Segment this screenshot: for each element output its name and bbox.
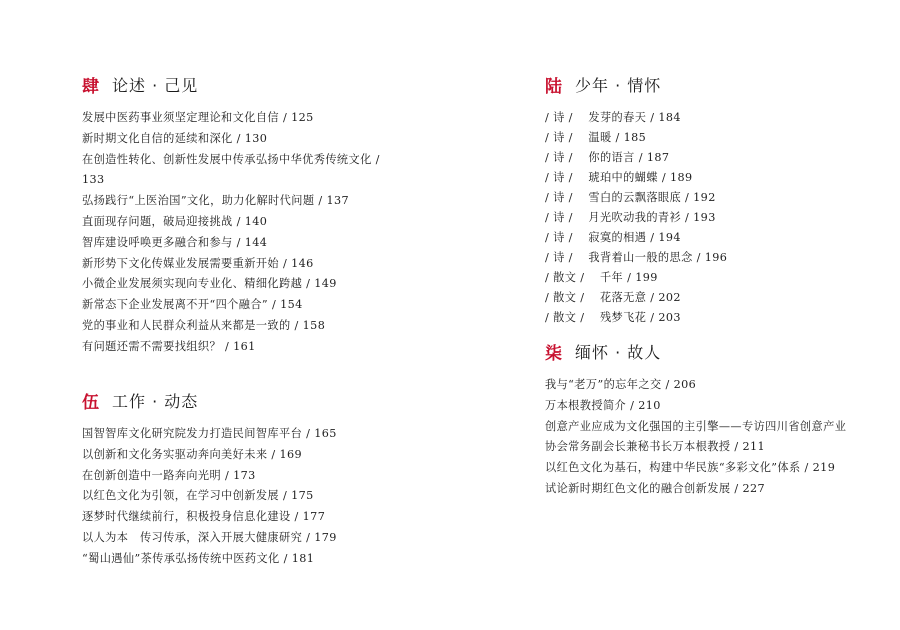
toc-entry[interactable]: 国智智库文化研究院发力打造民间智库平台 / 165 — [82, 427, 337, 440]
toc-entry[interactable]: 新时期文化自信的延续和深化 / 130 — [82, 131, 268, 145]
toc-entry[interactable]: 万本根教授简介 / 210 — [545, 398, 661, 412]
section-numeral: 肆 — [82, 76, 99, 97]
toc-entry[interactable]: 以创新和文化务实驱动奔向美好未来 / 169 — [82, 447, 303, 461]
toc-entry[interactable]: 以人为本 传习传承，深入开展大健康研究 / 179 — [82, 530, 337, 544]
toc-entry[interactable]: / 诗 / 琥珀中的蝴蝶 / 189 — [545, 171, 693, 184]
toc-entry[interactable]: / 诗 / 发芽的春天 / 184 — [545, 111, 681, 124]
toc-entry[interactable]: 在创造性转化、创新性发展中传承弘扬中华优秀传统文化 / 133 — [82, 152, 380, 187]
toc-entry[interactable]: / 诗 / 寂寞的相遇 / 194 — [545, 231, 681, 244]
section-heading — [545, 339, 855, 363]
toc-entry[interactable]: 新形势下文化传媒业发展需要重新开始 / 146 — [82, 256, 314, 270]
toc-entry[interactable]: 智库建设呼唤更多融合和参与 / 144 — [82, 235, 268, 249]
toc-entry[interactable]: 以红色文化为基石，构建中华民族“多彩文化”体系 / 219 — [545, 461, 836, 475]
toc-entry[interactable]: / 诗 / 你的语言 / 187 — [545, 151, 670, 164]
toc-entry[interactable]: 新常态下企业发展离不开“四个融合” / 154 — [82, 298, 303, 312]
toc-entry[interactable]: / 散文 / 花落无意 / 202 — [545, 291, 681, 304]
section-title: 缅怀 · 故人 — [575, 342, 662, 362]
toc-entry[interactable]: 发展中医药事业须坚定理论和文化自信 / 125 — [82, 111, 314, 124]
toc-entry[interactable]: 在创新创造中一路奔向光明 / 173 — [82, 468, 256, 482]
toc-list — [545, 375, 855, 500]
toc-list — [82, 424, 382, 570]
section-heading — [82, 388, 382, 412]
section-heading — [82, 72, 382, 96]
toc-entry[interactable]: / 诗 / 我背着山一般的思念 / 196 — [545, 251, 728, 264]
section-title: 工作 · 动态 — [112, 391, 199, 411]
section-wu — [82, 388, 382, 570]
toc-entry[interactable]: / 散文 / 残梦飞花 / 203 — [545, 311, 681, 324]
toc-list — [82, 108, 382, 358]
toc-entry[interactable]: / 诗 / 雪白的云飘落眼底 / 192 — [545, 191, 716, 204]
toc-entry[interactable]: “蜀山遇仙”茶传承弘扬传统中医药文化 / 181 — [82, 551, 315, 565]
toc-list — [545, 108, 855, 328]
toc-entry[interactable]: 小微企业发展须实现向专业化、精细化跨越 / 149 — [82, 277, 337, 291]
toc-entry[interactable]: 以红色文化为引领，在学习中创新发展 / 175 — [82, 489, 314, 503]
section-numeral: 柒 — [545, 343, 562, 364]
section-heading — [545, 72, 855, 96]
toc-entry[interactable]: / 诗 / 温暖 / 185 — [545, 131, 647, 144]
toc-entry[interactable]: 党的事业和人民群众利益从来都是一致的 / 158 — [82, 318, 326, 332]
toc-entry[interactable]: / 散文 / 千年 / 199 — [545, 271, 658, 284]
toc-entry[interactable]: 直面现存问题，破局迎接挑战 / 140 — [82, 214, 268, 228]
section-qi — [545, 339, 855, 500]
toc-entry[interactable]: 创意产业应成为文化强国的主引擎——专访四川省创意产业协会常务副会长兼秘书长万本根教授 / 211 — [545, 419, 847, 454]
section-liu — [545, 72, 855, 328]
section-title: 少年 · 情怀 — [575, 75, 662, 95]
toc-entry[interactable]: 有问题还需不需要找组织？ / 161 — [82, 339, 256, 353]
section-numeral: 伍 — [82, 392, 99, 413]
section-title: 论述 · 己见 — [112, 75, 199, 95]
toc-entry[interactable]: 弘扬践行“上医治国”文化，助力化解时代问题 / 137 — [82, 194, 350, 208]
toc-entry[interactable]: / 诗 / 月光吹动我的青衫 / 193 — [545, 211, 716, 224]
toc-entry[interactable]: 我与“老万”的忘年之交 / 206 — [545, 378, 697, 391]
toc-entry[interactable]: 逐梦时代继续前行，积极投身信息化建设 / 177 — [82, 510, 326, 524]
toc-entry[interactable]: 试论新时期红色文化的融合创新发展 / 227 — [545, 481, 766, 495]
section-si — [82, 72, 382, 358]
section-numeral: 陆 — [545, 76, 562, 97]
